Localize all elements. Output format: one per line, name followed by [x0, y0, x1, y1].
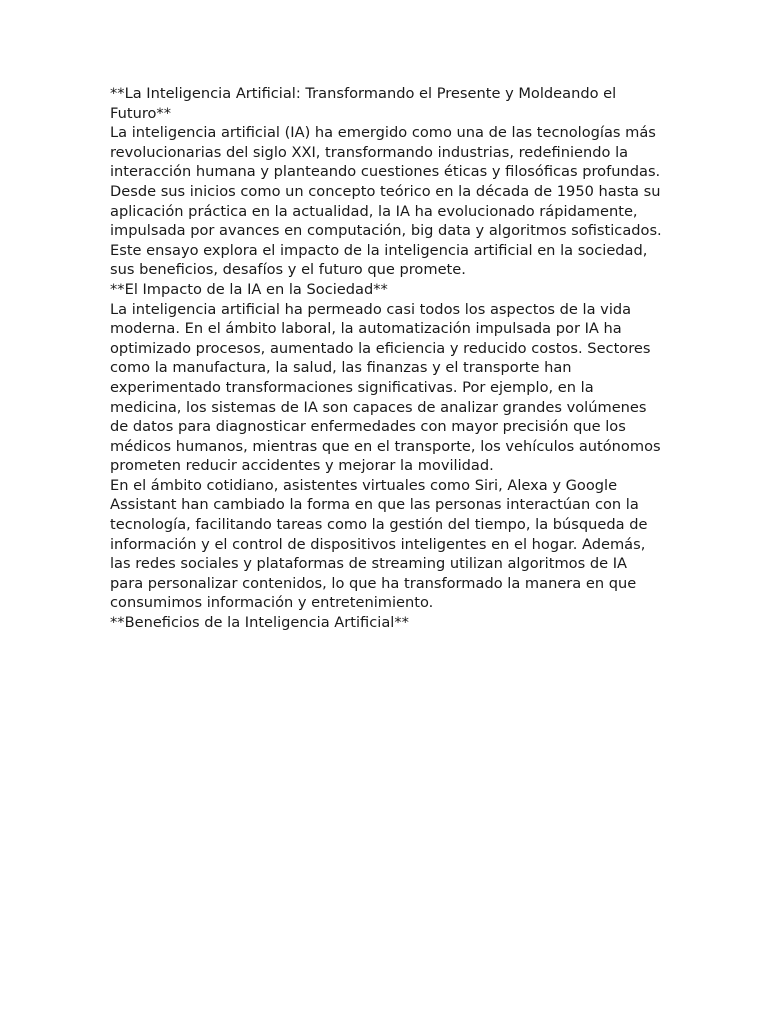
intro-paragraph: La inteligencia artificial (IA) ha emergido como una de las tecnologías más revolucionarias del siglo XXI, transformando industrias, redefiniendo la interacción humana y planteando cuestiones éticas y filosóficas profundas. Desde sus inicios como un concepto teórico en la década de 1950 hasta su aplicación práctica en la actualidad, la IA ha evolucionado rápidamente, impulsada por avances en computación, big data y algoritmos sofisticados. Este ensayo explora el impacto de la inteligencia artificial en la sociedad, sus beneficios, desafíos y el futuro que promete.: [110, 124, 662, 279]
document-title: **La Inteligencia Artificial: Transformando el Presente y Moldeando el Futuro**: [110, 85, 617, 122]
document-body: [110, 84, 662, 633]
impact-paragraph-1: La inteligencia artificial ha permeado casi todos los aspectos de la vida moderna. En el ámbito laboral, la automatización impulsada por IA ha optimizado procesos, aumentado la eficiencia y reducido costos. Sectores como la manufactura, la salud, las finanzas y el transporte han experimentado transformaciones significativas. Por ejemplo, en la medicina, los sistemas de IA son capaces de analizar grandes volúmenes de datos para diagnosticar enfermedades con mayor precisión que los médicos humanos, mientras que en el transporte, los vehículos autónomos prometen reducir accidentes y mejorar la movilidad.: [110, 300, 661, 475]
section-heading-benefits: **Beneficios de la Inteligencia Artificial**: [110, 614, 409, 632]
impact-paragraph-2: En el ámbito cotidiano, asistentes virtuales como Siri, Alexa y Google Assistant han cambiado la forma en que las personas interactúan con la tecnología, facilitando tareas como la gestión del tiempo, la búsqueda de información y el control de dispositivos inteligentes en el hogar. Además, las redes sociales y plataformas de streaming utilizan algoritmos de IA para personalizar contenidos, lo que ha transformado la manera en que consumimos información y entretenimiento.: [110, 476, 648, 612]
section-heading-impact: **El Impacto de la IA en la Sociedad**: [110, 280, 388, 298]
